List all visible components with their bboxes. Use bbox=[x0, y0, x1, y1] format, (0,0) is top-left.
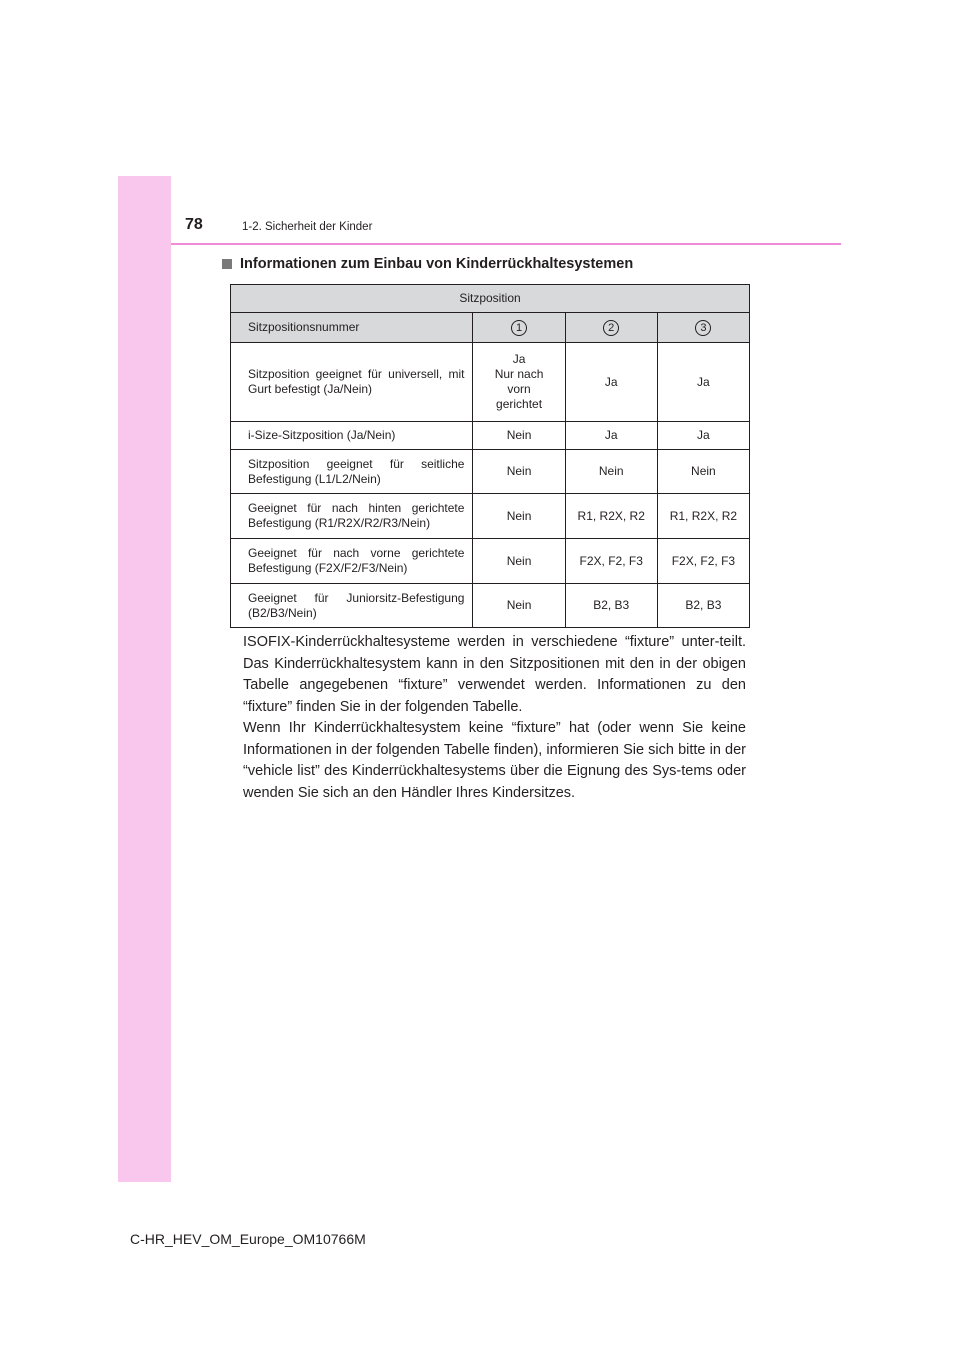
row-value: Nein bbox=[473, 422, 565, 450]
paragraph: ISOFIX-Kinderrückhaltesysteme werden in verschiedene “fixture” unter-teilt. Das Kinderrückhaltesystem kann in den Sitzpositionen mit den in der obigen Tabelle angegebenen “fixture” verwendet werden. Informationen zu den “fixture” finden Sie in der folgenden Tabelle. bbox=[243, 634, 746, 715]
heading-text: Informationen zum Einbau von Kinderrückhaltesystemen bbox=[240, 256, 634, 272]
table-row bbox=[231, 422, 750, 450]
row-label: Geeignet für nach hinten gerichtete Befestigung (R1/R2X/R2/R3/Nein) bbox=[231, 494, 473, 539]
row-label: Geeignet für nach vorne gerichtete Befestigung (F2X/F2/F3/Nein) bbox=[231, 539, 473, 584]
table-row bbox=[231, 494, 750, 539]
row-value: B2, B3 bbox=[657, 584, 749, 628]
row-value: Nein bbox=[657, 450, 749, 494]
table-row bbox=[231, 539, 750, 584]
seating-position-table bbox=[230, 284, 750, 628]
seat-number-3 bbox=[657, 313, 749, 343]
table-number-row bbox=[231, 313, 750, 343]
square-bullet-icon bbox=[222, 259, 232, 269]
page-number: 78 bbox=[185, 216, 203, 233]
row-value: Nein bbox=[473, 494, 565, 539]
row-label: i-Size-Sitzposition (Ja/Nein) bbox=[231, 422, 473, 450]
row-value: Ja bbox=[657, 422, 749, 450]
table-row bbox=[231, 584, 750, 628]
row-value: Ja bbox=[657, 343, 749, 422]
section-heading bbox=[222, 256, 633, 272]
number-row-label: Sitzpositionsnummer bbox=[231, 313, 473, 343]
seat-number-2 bbox=[565, 313, 657, 343]
circled-number: 1 bbox=[511, 320, 527, 336]
footer-document-code: C-HR_HEV_OM_Europe_OM10766M bbox=[130, 1231, 366, 1247]
row-value: F2X, F2, F3 bbox=[565, 539, 657, 584]
table-title-row bbox=[231, 285, 750, 313]
row-value: Nein bbox=[473, 584, 565, 628]
row-value: Ja Nur nach vorn gerichtet bbox=[473, 343, 565, 422]
paragraph: Wenn Ihr Kinderrückhaltesystem keine “fixture” hat (oder wenn Sie keine Informationen in der folgenden Tabelle finden), informieren Sie sich bitte in der “vehicle list” des Kinderrückhaltesystems über die Eignung des Sys-tems oder wenden Sie sich an den Händler Ihres Kindersitzes. bbox=[243, 720, 746, 801]
row-label: Sitzposition geeignet für universell, mit Gurt befestigt (Ja/Nein) bbox=[231, 343, 473, 422]
table-row bbox=[231, 450, 750, 494]
row-value: Ja bbox=[565, 343, 657, 422]
row-value: Nein bbox=[473, 539, 565, 584]
circled-number: 2 bbox=[603, 320, 619, 336]
table-title: Sitzposition bbox=[231, 285, 750, 313]
section-title: 1-2. Sicherheit der Kinder bbox=[242, 221, 373, 233]
row-label: Geeignet für Juniorsitz-Befestigung (B2/B3/Nein) bbox=[231, 584, 473, 628]
circled-number: 3 bbox=[695, 320, 711, 336]
row-label: Sitzposition geeignet für seitliche Befestigung (L1/L2/Nein) bbox=[231, 450, 473, 494]
row-value: Nein bbox=[473, 450, 565, 494]
table-row bbox=[231, 343, 750, 422]
seat-number-1 bbox=[473, 313, 565, 343]
row-value: Ja bbox=[565, 422, 657, 450]
row-value: F2X, F2, F3 bbox=[657, 539, 749, 584]
body-text bbox=[243, 632, 746, 804]
header-rule bbox=[171, 243, 841, 245]
row-value: Nein bbox=[565, 450, 657, 494]
row-value: B2, B3 bbox=[565, 584, 657, 628]
row-value: R1, R2X, R2 bbox=[657, 494, 749, 539]
side-band bbox=[118, 176, 171, 1182]
row-value: R1, R2X, R2 bbox=[565, 494, 657, 539]
